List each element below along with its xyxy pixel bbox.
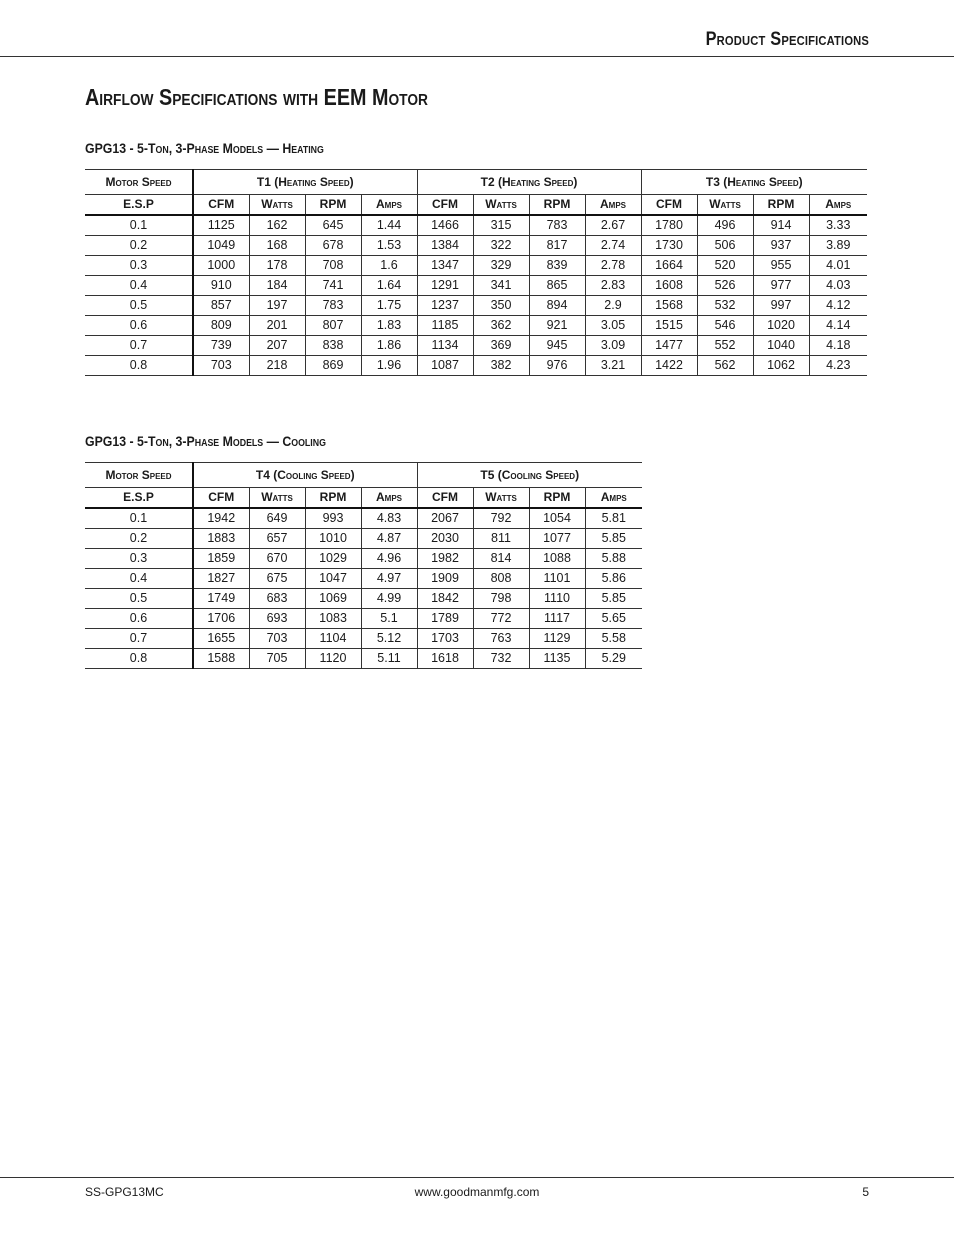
column-header: RPM <box>529 488 585 509</box>
table-cell: 997 <box>753 296 809 316</box>
table-cell: 218 <box>249 356 305 376</box>
table-cell: 5.88 <box>585 549 642 569</box>
table-cell: 921 <box>529 316 585 336</box>
table-cell: 993 <box>305 508 361 529</box>
table-cell: 1347 <box>417 256 473 276</box>
table-cell: 2.74 <box>585 236 641 256</box>
column-header: Amps <box>361 488 417 509</box>
esp-cell: 0.6 <box>85 609 193 629</box>
table-cell: 1237 <box>417 296 473 316</box>
group-header: T4 (Cooling Speed) <box>193 463 417 488</box>
table-cell: 739 <box>193 336 249 356</box>
table-cell: 1135 <box>529 649 585 669</box>
column-header: Amps <box>809 195 867 216</box>
table-cell: 977 <box>753 276 809 296</box>
table-cell: 526 <box>697 276 753 296</box>
motor-speed-header: Motor Speed <box>85 463 193 488</box>
table-cell: 2030 <box>417 529 473 549</box>
table-cell: 3.21 <box>585 356 641 376</box>
table-cell: 178 <box>249 256 305 276</box>
table-cell: 703 <box>249 629 305 649</box>
table-row <box>85 609 642 629</box>
table-cell: 1010 <box>305 529 361 549</box>
table-cell: 520 <box>697 256 753 276</box>
column-header: CFM <box>193 195 249 216</box>
table-cell: 5.58 <box>585 629 642 649</box>
table-cell: 1.86 <box>361 336 417 356</box>
table-cell: 1.96 <box>361 356 417 376</box>
table-cell: 732 <box>473 649 529 669</box>
column-header: RPM <box>305 195 361 216</box>
table-cell: 2.78 <box>585 256 641 276</box>
table-cell: 1120 <box>305 649 361 669</box>
table-row <box>85 215 867 236</box>
table-cell: 1020 <box>753 316 809 336</box>
esp-header: E.S.P <box>85 195 193 216</box>
table-cell: 184 <box>249 276 305 296</box>
esp-cell: 0.8 <box>85 649 193 669</box>
table-cell: 814 <box>473 549 529 569</box>
column-header: CFM <box>417 488 473 509</box>
esp-header: E.S.P <box>85 488 193 509</box>
table-cell: 772 <box>473 609 529 629</box>
table-row <box>85 569 642 589</box>
table-cell: 4.87 <box>361 529 417 549</box>
table-cell: 3.33 <box>809 215 867 236</box>
table-cell: 2.83 <box>585 276 641 296</box>
table-cell: 1422 <box>641 356 697 376</box>
group-header: T5 (Cooling Speed) <box>417 463 642 488</box>
table-cell: 1088 <box>529 549 585 569</box>
table-cell: 4.01 <box>809 256 867 276</box>
column-header: Watts <box>473 488 529 509</box>
table-cell: 2067 <box>417 508 473 529</box>
table-cell: 1185 <box>417 316 473 336</box>
column-header: RPM <box>529 195 585 216</box>
table-cell: 976 <box>529 356 585 376</box>
table-cell: 1.6 <box>361 256 417 276</box>
table-cell: 5.11 <box>361 649 417 669</box>
table-cell: 798 <box>473 589 529 609</box>
table-cell: 329 <box>473 256 529 276</box>
footer-rule <box>0 1177 954 1178</box>
table-cell: 4.03 <box>809 276 867 296</box>
table-row <box>85 549 642 569</box>
table-cell: 1477 <box>641 336 697 356</box>
table-row <box>85 236 867 256</box>
table-row <box>85 649 642 669</box>
table-row <box>85 256 867 276</box>
table-cell: 1129 <box>529 629 585 649</box>
table-cell: 3.89 <box>809 236 867 256</box>
table-cell: 809 <box>193 316 249 336</box>
table-cell: 1077 <box>529 529 585 549</box>
esp-cell: 0.5 <box>85 589 193 609</box>
table-cell: 811 <box>473 529 529 549</box>
table-cell: 2.9 <box>585 296 641 316</box>
table-cell: 1040 <box>753 336 809 356</box>
table-cell: 914 <box>753 215 809 236</box>
table-cell: 1703 <box>417 629 473 649</box>
table-cell: 1291 <box>417 276 473 296</box>
table-cell: 1780 <box>641 215 697 236</box>
esp-cell: 0.1 <box>85 215 193 236</box>
table-cell: 839 <box>529 256 585 276</box>
esp-cell: 0.3 <box>85 256 193 276</box>
motor-speed-header: Motor Speed <box>85 170 193 195</box>
table-cell: 817 <box>529 236 585 256</box>
footer-page-number: 5 <box>862 1185 869 1199</box>
esp-cell: 0.1 <box>85 508 193 529</box>
table-cell: 1568 <box>641 296 697 316</box>
heating-airflow-table <box>85 169 867 376</box>
table-cell: 838 <box>305 336 361 356</box>
table-cell: 741 <box>305 276 361 296</box>
heating-section-title: GPG13 - 5-Ton, 3-Phase Models — Heating <box>85 140 324 156</box>
group-header: T2 (Heating Speed) <box>417 170 641 195</box>
footer-doc-id: SS-GPG13MC <box>85 1185 164 1199</box>
column-header: Watts <box>473 195 529 216</box>
table-cell: 1134 <box>417 336 473 356</box>
column-header: Amps <box>361 195 417 216</box>
table-cell: 201 <box>249 316 305 336</box>
table-cell: 1706 <box>193 609 249 629</box>
table-cell: 1608 <box>641 276 697 296</box>
table-cell: 1117 <box>529 609 585 629</box>
table-cell: 670 <box>249 549 305 569</box>
table-cell: 1618 <box>417 649 473 669</box>
cooling-section-title: GPG13 - 5-Ton, 3-Phase Models — Cooling <box>85 433 326 449</box>
table-cell: 562 <box>697 356 753 376</box>
column-header: Watts <box>249 488 305 509</box>
table-cell: 382 <box>473 356 529 376</box>
table-cell: 1087 <box>417 356 473 376</box>
table-cell: 1104 <box>305 629 361 649</box>
table-cell: 4.97 <box>361 569 417 589</box>
table-cell: 350 <box>473 296 529 316</box>
table-cell: 3.05 <box>585 316 641 336</box>
table-cell: 808 <box>473 569 529 589</box>
table-cell: 4.12 <box>809 296 867 316</box>
table-cell: 1384 <box>417 236 473 256</box>
table-cell: 705 <box>249 649 305 669</box>
table-cell: 1466 <box>417 215 473 236</box>
table-cell: 4.96 <box>361 549 417 569</box>
table-cell: 2.67 <box>585 215 641 236</box>
column-header: CFM <box>193 488 249 509</box>
table-cell: 678 <box>305 236 361 256</box>
table-cell: 1049 <box>193 236 249 256</box>
table-cell: 1.64 <box>361 276 417 296</box>
table-cell: 1842 <box>417 589 473 609</box>
table-cell: 1859 <box>193 549 249 569</box>
table-cell: 1730 <box>641 236 697 256</box>
table-row <box>85 276 867 296</box>
esp-cell: 0.3 <box>85 549 193 569</box>
esp-cell: 0.4 <box>85 569 193 589</box>
cooling-airflow-table <box>85 462 642 669</box>
esp-cell: 0.2 <box>85 236 193 256</box>
esp-cell: 0.7 <box>85 629 193 649</box>
table-cell: 1942 <box>193 508 249 529</box>
table-cell: 1.53 <box>361 236 417 256</box>
table-cell: 869 <box>305 356 361 376</box>
table-row <box>85 629 642 649</box>
table-cell: 1.44 <box>361 215 417 236</box>
table-cell: 1655 <box>193 629 249 649</box>
esp-cell: 0.2 <box>85 529 193 549</box>
group-header: T3 (Heating Speed) <box>641 170 867 195</box>
table-cell: 322 <box>473 236 529 256</box>
table-cell: 3.09 <box>585 336 641 356</box>
table-cell: 645 <box>305 215 361 236</box>
table-cell: 4.83 <box>361 508 417 529</box>
table-cell: 1062 <box>753 356 809 376</box>
table-cell: 708 <box>305 256 361 276</box>
table-cell: 162 <box>249 215 305 236</box>
header-title: Product Specifications <box>705 29 869 50</box>
group-header: T1 (Heating Speed) <box>193 170 417 195</box>
table-cell: 5.1 <box>361 609 417 629</box>
table-cell: 315 <box>473 215 529 236</box>
column-header: CFM <box>417 195 473 216</box>
table-cell: 937 <box>753 236 809 256</box>
table-cell: 168 <box>249 236 305 256</box>
esp-cell: 0.8 <box>85 356 193 376</box>
table-cell: 207 <box>249 336 305 356</box>
table-cell: 197 <box>249 296 305 316</box>
column-header: CFM <box>641 195 697 216</box>
table-cell: 783 <box>305 296 361 316</box>
table-cell: 649 <box>249 508 305 529</box>
table-row <box>85 336 867 356</box>
table-cell: 1029 <box>305 549 361 569</box>
table-cell: 683 <box>249 589 305 609</box>
table-cell: 1827 <box>193 569 249 589</box>
table-cell: 792 <box>473 508 529 529</box>
table-cell: 865 <box>529 276 585 296</box>
table-cell: 955 <box>753 256 809 276</box>
table-cell: 532 <box>697 296 753 316</box>
esp-cell: 0.5 <box>85 296 193 316</box>
table-cell: 1909 <box>417 569 473 589</box>
table-cell: 945 <box>529 336 585 356</box>
column-header: Watts <box>697 195 753 216</box>
table-cell: 546 <box>697 316 753 336</box>
table-cell: 1664 <box>641 256 697 276</box>
table-cell: 675 <box>249 569 305 589</box>
page-title: Airflow Specifications with EEM Motor <box>85 84 428 110</box>
table-cell: 552 <box>697 336 753 356</box>
table-cell: 1047 <box>305 569 361 589</box>
table-cell: 1.75 <box>361 296 417 316</box>
column-header: RPM <box>753 195 809 216</box>
table-row <box>85 529 642 549</box>
table-cell: 5.86 <box>585 569 642 589</box>
esp-cell: 0.4 <box>85 276 193 296</box>
table-row <box>85 296 867 316</box>
table-cell: 703 <box>193 356 249 376</box>
table-cell: 4.99 <box>361 589 417 609</box>
table-cell: 1054 <box>529 508 585 529</box>
table-cell: 807 <box>305 316 361 336</box>
table-cell: 783 <box>529 215 585 236</box>
table-cell: 1749 <box>193 589 249 609</box>
table-cell: 4.23 <box>809 356 867 376</box>
table-cell: 5.85 <box>585 589 642 609</box>
table-cell: 763 <box>473 629 529 649</box>
header-rule <box>0 56 954 57</box>
table-cell: 857 <box>193 296 249 316</box>
table-cell: 5.81 <box>585 508 642 529</box>
table-cell: 1588 <box>193 649 249 669</box>
table-cell: 1110 <box>529 589 585 609</box>
table-cell: 1789 <box>417 609 473 629</box>
table-cell: 4.14 <box>809 316 867 336</box>
table-cell: 1000 <box>193 256 249 276</box>
table-cell: 5.65 <box>585 609 642 629</box>
table-row <box>85 508 642 529</box>
column-header: Amps <box>585 488 642 509</box>
table-cell: 1883 <box>193 529 249 549</box>
table-cell: 1.83 <box>361 316 417 336</box>
table-cell: 693 <box>249 609 305 629</box>
table-cell: 894 <box>529 296 585 316</box>
table-cell: 1069 <box>305 589 361 609</box>
table-cell: 496 <box>697 215 753 236</box>
esp-cell: 0.7 <box>85 336 193 356</box>
table-cell: 5.12 <box>361 629 417 649</box>
table-cell: 369 <box>473 336 529 356</box>
esp-cell: 0.6 <box>85 316 193 336</box>
table-row <box>85 316 867 336</box>
table-cell: 5.85 <box>585 529 642 549</box>
table-row <box>85 589 642 609</box>
table-cell: 506 <box>697 236 753 256</box>
column-header: Watts <box>249 195 305 216</box>
table-cell: 4.18 <box>809 336 867 356</box>
table-cell: 1101 <box>529 569 585 589</box>
column-header: Amps <box>585 195 641 216</box>
table-cell: 910 <box>193 276 249 296</box>
table-cell: 657 <box>249 529 305 549</box>
column-header: RPM <box>305 488 361 509</box>
footer-url[interactable]: www.goodmanmfg.com <box>414 1185 540 1199</box>
table-cell: 1982 <box>417 549 473 569</box>
table-cell: 341 <box>473 276 529 296</box>
table-cell: 5.29 <box>585 649 642 669</box>
table-row <box>85 356 867 376</box>
table-cell: 1125 <box>193 215 249 236</box>
table-cell: 1515 <box>641 316 697 336</box>
table-cell: 362 <box>473 316 529 336</box>
table-cell: 1083 <box>305 609 361 629</box>
